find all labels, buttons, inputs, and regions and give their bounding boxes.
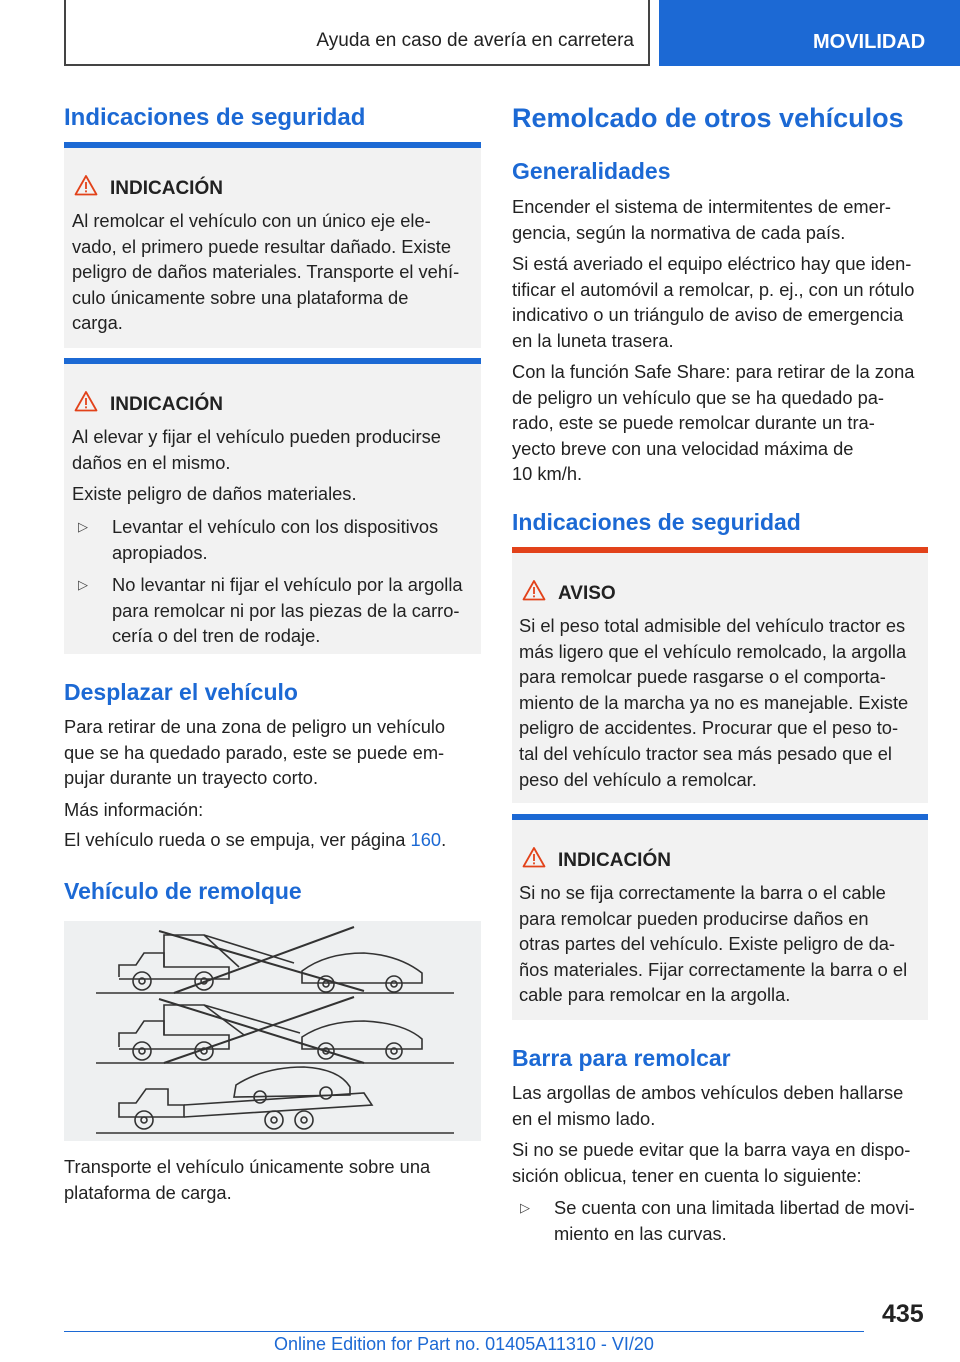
heading-tow-bar: Barra para remolcar [512, 1045, 731, 1071]
list-item: ▷ Levantar el vehículo con los dispositivos apropiados. [78, 516, 439, 563]
paragraph: Para retirar de una zona de peligro un vehículo que se ha quedado parado, este se puede em- pujar durante un trayecto corto. [64, 716, 446, 789]
heading-push-vehicle: Desplazar el vehículo [64, 679, 298, 705]
illustration-caption: Transporte el vehículo únicamente sobre una plataforma de carga. [64, 1156, 431, 1203]
note-title: INDICACIÓN [110, 394, 223, 415]
warning-triangle-icon [522, 579, 546, 601]
heading-safety-right: Indicaciones de seguridad [512, 509, 801, 535]
warning-triangle-icon [74, 390, 98, 412]
note-title: INDICACIÓN [110, 178, 223, 199]
note-text: Si no se fija correctamente la barra o el cable para remolcar pueden producirse daños en otras partes del vehículo. Existe peligro de da- ños materiales. Fijar correctamente la barra o el cable para remolcar en la argolla. [519, 882, 908, 1006]
triangle-bullet-icon: ▷ [78, 577, 88, 592]
header-section-box [64, 0, 650, 66]
header-section-title: Ayuda en caso de avería en carretera [316, 30, 634, 51]
heading-towing-others: Remolcado de otros vehículos [512, 103, 904, 133]
paragraph: Si no se puede evitar que la barra vaya en dispo- sición oblicua, tener en cuenta lo siguiente: [512, 1139, 911, 1186]
heading-general: Generalidades [512, 158, 671, 184]
warning-triangle-icon [522, 846, 546, 868]
paragraph: Encender el sistema de intermitentes de emer- gencia, según la normativa de cada país. [512, 196, 892, 243]
heading-tow-vehicle: Vehículo de remolque [64, 878, 302, 904]
warning-title: AVISO [558, 583, 616, 604]
tow-truck-illustration [64, 921, 481, 1141]
paragraph: Con la función Safe Share: para retirar de la zona de peligro un vehículo que se ha quedado pa- rado, este se puede remolcar durante un tra- yecto breve con una velocidad máxima de 10 km/h. [512, 361, 915, 485]
page-number: 435 [882, 1300, 924, 1328]
warning-triangle-icon [74, 174, 98, 196]
page-reference-link[interactable]: 160 [410, 829, 442, 850]
note-box-1 [64, 142, 481, 348]
warning-text: Si el peso total admisible del vehículo tractor es más ligero que el vehículo remolcado, la argolla para remolcar puede rasgarse o el comporta- miento de la marcha ya no es manejable. Existe peligro de accidentes. Procurar que el peso to- tal del vehículo tractor sea más pesado que el peso del vehículo a remolcar. [519, 615, 909, 790]
note-text: Al elevar y fijar el vehículo pueden producirse daños en el mismo. [72, 426, 441, 473]
triangle-bullet-icon: ▷ [520, 1200, 530, 1215]
triangle-bullet-icon: ▷ [78, 519, 88, 534]
footer-edition: Online Edition for Part no. 01405A11310 - VI/20 [274, 1334, 654, 1354]
header-chapter-title: MOVILIDAD [813, 31, 926, 53]
paragraph: Las argollas de ambos vehículos deben hallarse en el mismo lado. [512, 1082, 904, 1129]
note-text: Existe peligro de daños materiales. [72, 483, 357, 504]
footer-divider [64, 1331, 864, 1332]
heading-safety-left: Indicaciones de seguridad [64, 104, 366, 131]
paragraph: Más información: [64, 799, 204, 820]
note-text: Al remolcar el vehículo con un único eje ele- vado, el primero puede resultar dañado. Existe peligro de daños materiales. Transporte el vehí- culo únicamente sobre una plataforma de carga. [72, 210, 460, 334]
reference-paragraph: El vehículo rueda o se empuja, ver página 160. [64, 829, 447, 850]
list-item: ▷ Se cuenta con una limitada libertad de movi- miento en las curvas. [520, 1197, 915, 1244]
note-title: INDICACIÓN [558, 850, 671, 871]
note-box-2 [64, 358, 481, 654]
header-chapter-tab[interactable] [659, 0, 960, 66]
note-box-3 [512, 814, 928, 1020]
towing-illustration [64, 921, 481, 1141]
list-item: ▷ No levantar ni fijar el vehículo por la argolla para remolcar ni por las piezas de la carro- cería o del tren de rodaje. [78, 574, 463, 647]
warning-box [512, 547, 928, 803]
paragraph: Si está averiado el equipo eléctrico hay que iden- tificar el automóvil a remolcar, p. ej., con un rótulo indicativo o un triángulo de aviso de emergencia en la luneta trasera. [512, 253, 915, 351]
